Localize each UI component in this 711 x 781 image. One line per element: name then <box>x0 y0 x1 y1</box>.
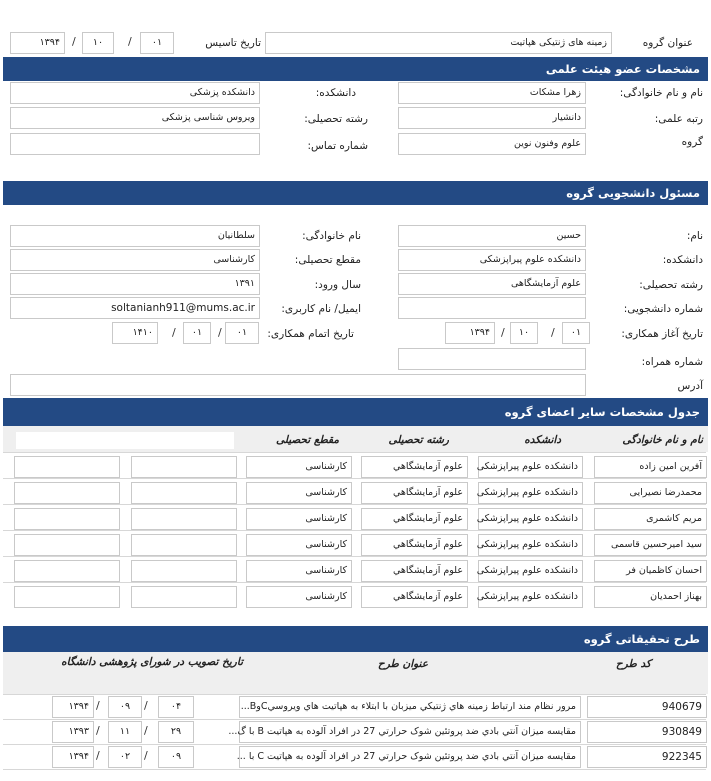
col-code-header: کد طرح <box>615 658 651 670</box>
member-level-cell[interactable]: کارشناسی <box>246 482 352 504</box>
student-level-label: مقطع تحصیلی: <box>294 254 361 266</box>
project-month-field[interactable]: ۰۲ <box>108 746 142 768</box>
date-separator: / <box>172 326 176 339</box>
faculty-school-label: دانشکده: <box>315 87 356 99</box>
student-level-field[interactable]: کارشناسی <box>10 249 260 271</box>
member-level-cell[interactable]: کارشناسی <box>246 560 352 582</box>
faculty-name-label: نام و نام خانوادگی: <box>619 87 703 99</box>
member-extra-cell[interactable] <box>131 586 237 608</box>
project-code-cell[interactable]: 930849 <box>587 721 707 743</box>
row-divider <box>3 504 706 505</box>
member-field-cell[interactable]: علوم آزمايشگاهي <box>361 560 468 582</box>
end-day-field[interactable]: ۰۱ <box>225 322 259 344</box>
faculty-field-label: رشته تحصیلی: <box>304 113 368 125</box>
faculty-school-field[interactable]: دانشکده پزشکی <box>10 82 260 104</box>
student-field-field[interactable]: علوم آزمایشگاهی <box>398 273 586 295</box>
member-name-cell[interactable]: سید امیرحسین قاسمی <box>594 534 707 556</box>
founding-month-field[interactable]: ۱۰ <box>82 32 114 54</box>
row-divider <box>3 719 706 720</box>
col-approval-date-header: تاریخ تصویب در شورای پژوهشی دانشگاه <box>61 656 243 668</box>
member-extra-cell[interactable] <box>131 456 237 478</box>
student-number-field[interactable] <box>398 297 586 319</box>
members-header-blank <box>16 432 234 449</box>
member-name-cell[interactable]: محمدرضا نصیرایی <box>594 482 707 504</box>
faculty-dept-field[interactable]: علوم وفنون نوین <box>398 133 586 155</box>
faculty-rank-label: رتبه علمی: <box>654 113 703 125</box>
date-separator: / <box>96 749 100 762</box>
group-title-label: عنوان گروه <box>642 37 693 49</box>
member-name-cell[interactable]: احسان کاظمیان فر <box>594 560 707 582</box>
date-separator: / <box>96 724 100 737</box>
row-divider <box>3 478 706 479</box>
date-separator: / <box>501 326 505 339</box>
col-title-header: عنوان طرح <box>377 658 428 670</box>
student-last-name-label: نام خانوادگی: <box>302 230 361 242</box>
member-name-cell[interactable]: مریم کاشمری <box>594 508 707 530</box>
member-extra-cell[interactable] <box>14 534 120 556</box>
end-year-field[interactable]: ۱۴۱۰ <box>112 322 158 344</box>
date-separator: / <box>128 35 132 48</box>
member-faculty-cell[interactable]: دانشکده علوم پیراپزشکی <box>478 482 583 504</box>
project-day-field[interactable]: ۲۹ <box>158 721 194 743</box>
project-code-cell[interactable]: 940679 <box>587 696 707 718</box>
student-number-label: شماره دانشجویی: <box>623 303 703 315</box>
project-year-field[interactable]: ۱۳۹۳ <box>52 721 94 743</box>
row-divider <box>3 530 706 531</box>
start-month-field[interactable]: ۱۰ <box>510 322 538 344</box>
project-day-field[interactable]: ۰۹ <box>158 746 194 768</box>
student-field-label: رشته تحصیلی: <box>639 279 703 291</box>
mobile-field[interactable] <box>398 348 586 370</box>
project-code-cell[interactable]: 922345 <box>587 746 707 768</box>
student-last-name-field[interactable]: سلطانیان <box>10 225 260 247</box>
founding-day-field[interactable]: ۰۱ <box>140 32 174 54</box>
student-email-field[interactable]: soltanianh911@mums.ac.ir <box>10 297 260 319</box>
faculty-name-field[interactable]: زهرا مشکات <box>398 82 586 104</box>
date-separator: / <box>144 749 148 762</box>
project-day-field[interactable]: ۰۴ <box>158 696 194 718</box>
project-month-field[interactable]: ۰۹ <box>108 696 142 718</box>
address-label: آدرس <box>677 380 703 392</box>
member-level-cell[interactable]: کارشناسی <box>246 508 352 530</box>
row-divider <box>3 556 706 557</box>
member-extra-cell[interactable] <box>14 586 120 608</box>
faculty-section-header: مشخصات عضو هیئت علمی <box>3 57 708 81</box>
row-divider <box>3 744 706 745</box>
col-level-header: مقطع تحصیلی <box>276 434 339 446</box>
member-faculty-cell[interactable]: دانشکده علوم پیراپزشکی <box>478 508 583 530</box>
member-extra-cell[interactable] <box>131 560 237 582</box>
project-month-field[interactable]: ۱۱ <box>108 721 142 743</box>
student-faculty-label: دانشکده: <box>662 254 703 266</box>
mobile-label: شماره همراه: <box>641 356 703 368</box>
project-title-cell[interactable]: مقايسه ميزان آنتي بادي ضد پروتئين شوک حرارتي 27 در افراد آلوده به هپاتيت C با ... <box>239 746 581 768</box>
date-separator: / <box>144 699 148 712</box>
member-field-cell[interactable]: علوم آزمايشگاهي <box>361 456 468 478</box>
col-faculty-header: دانشکده <box>524 434 561 446</box>
member-faculty-cell[interactable]: دانشکده علوم پیراپزشکی <box>478 534 583 556</box>
member-extra-cell[interactable] <box>131 482 237 504</box>
faculty-dept-label: گروه <box>681 136 703 148</box>
date-separator: / <box>72 35 76 48</box>
date-separator: / <box>96 699 100 712</box>
col-field-header: رشته تحصیلی <box>388 434 449 446</box>
row-divider <box>3 694 706 695</box>
student-entry-year-label: سال ورود: <box>314 279 361 291</box>
student-email-label: ایمیل/ نام کاربری: <box>281 303 361 315</box>
member-faculty-cell[interactable]: دانشکده علوم پیراپزشکی <box>478 456 583 478</box>
member-level-cell[interactable]: کارشناسی <box>246 534 352 556</box>
projects-section-header: طرح تحقیقاتی گروه <box>3 626 708 652</box>
founding-year-field[interactable]: ۱۳۹۴ <box>10 32 65 54</box>
address-field[interactable] <box>10 374 586 396</box>
start-year-field[interactable]: ۱۳۹۴ <box>445 322 495 344</box>
student-section-header: مسئول دانشجویی گروه <box>3 181 708 205</box>
member-level-cell[interactable]: کارشناسی <box>246 456 352 478</box>
founding-date-label: تاریخ تاسیس <box>205 37 261 49</box>
col-name-header: نام و نام خانوادگی <box>622 434 703 446</box>
faculty-rank-field[interactable]: دانشیار <box>398 107 586 129</box>
member-extra-cell[interactable] <box>131 508 237 530</box>
member-faculty-cell[interactable]: دانشکده علوم پیراپزشکی <box>478 560 583 582</box>
members-section-header: جدول مشخصات سایر اعضای گروه <box>3 398 708 426</box>
student-first-name-label: نام: <box>686 230 703 242</box>
member-name-cell[interactable]: بهناز احمدیان <box>594 586 707 608</box>
student-entry-year-field[interactable]: ۱۳۹۱ <box>10 273 260 295</box>
project-title-cell[interactable]: مقايسه ميزان آنتي بادي ضد پروتئين شوک حرارتي 27 در افراد آلوده به هپاتيت B با گ... <box>239 721 581 743</box>
start-day-field[interactable]: ۰۱ <box>562 322 590 344</box>
member-field-cell[interactable]: علوم آزمايشگاهي <box>361 508 468 530</box>
start-date-label: تاریخ آغاز همکاری: <box>621 328 703 340</box>
project-year-field[interactable]: ۱۳۹۴ <box>52 696 94 718</box>
faculty-phone-field[interactable] <box>10 133 260 155</box>
date-separator: / <box>144 724 148 737</box>
group-title-field[interactable]: زمینه های ژنتیکی هپاتیت <box>265 32 612 54</box>
project-title-cell[interactable]: مرور نظام مند ارتباط زمینه هاي ژنتيكي ميزبان با ابتلاء به هپاتيت هاي ويروسيCوB... <box>239 696 581 718</box>
row-divider <box>3 452 706 453</box>
member-extra-cell[interactable] <box>14 560 120 582</box>
member-name-cell[interactable]: آفرین امین زاده <box>594 456 707 478</box>
member-extra-cell[interactable] <box>14 456 120 478</box>
member-field-cell[interactable]: علوم آزمايشگاهي <box>361 482 468 504</box>
end-date-label: تاریخ اتمام همکاری: <box>267 328 354 340</box>
project-year-field[interactable]: ۱۳۹۴ <box>52 746 94 768</box>
date-separator: / <box>218 326 222 339</box>
member-extra-cell[interactable] <box>131 534 237 556</box>
member-extra-cell[interactable] <box>14 508 120 530</box>
student-first-name-field[interactable]: حسین <box>398 225 586 247</box>
student-faculty-field[interactable]: دانشکده علوم پیراپزشکی <box>398 249 586 271</box>
faculty-field-field[interactable]: ویروس شناسی پزشکی <box>10 107 260 129</box>
row-divider <box>3 582 706 583</box>
date-separator: / <box>551 326 555 339</box>
faculty-phone-label: شماره تماس: <box>307 140 368 152</box>
member-faculty-cell[interactable]: دانشکده علوم پیراپزشکی <box>478 586 583 608</box>
row-divider <box>3 769 706 770</box>
member-extra-cell[interactable] <box>14 482 120 504</box>
member-level-cell[interactable]: کارشناسی <box>246 586 352 608</box>
end-month-field[interactable]: ۰۱ <box>183 322 211 344</box>
member-field-cell[interactable]: علوم آزمايشگاهي <box>361 586 468 608</box>
member-field-cell[interactable]: علوم آزمايشگاهي <box>361 534 468 556</box>
